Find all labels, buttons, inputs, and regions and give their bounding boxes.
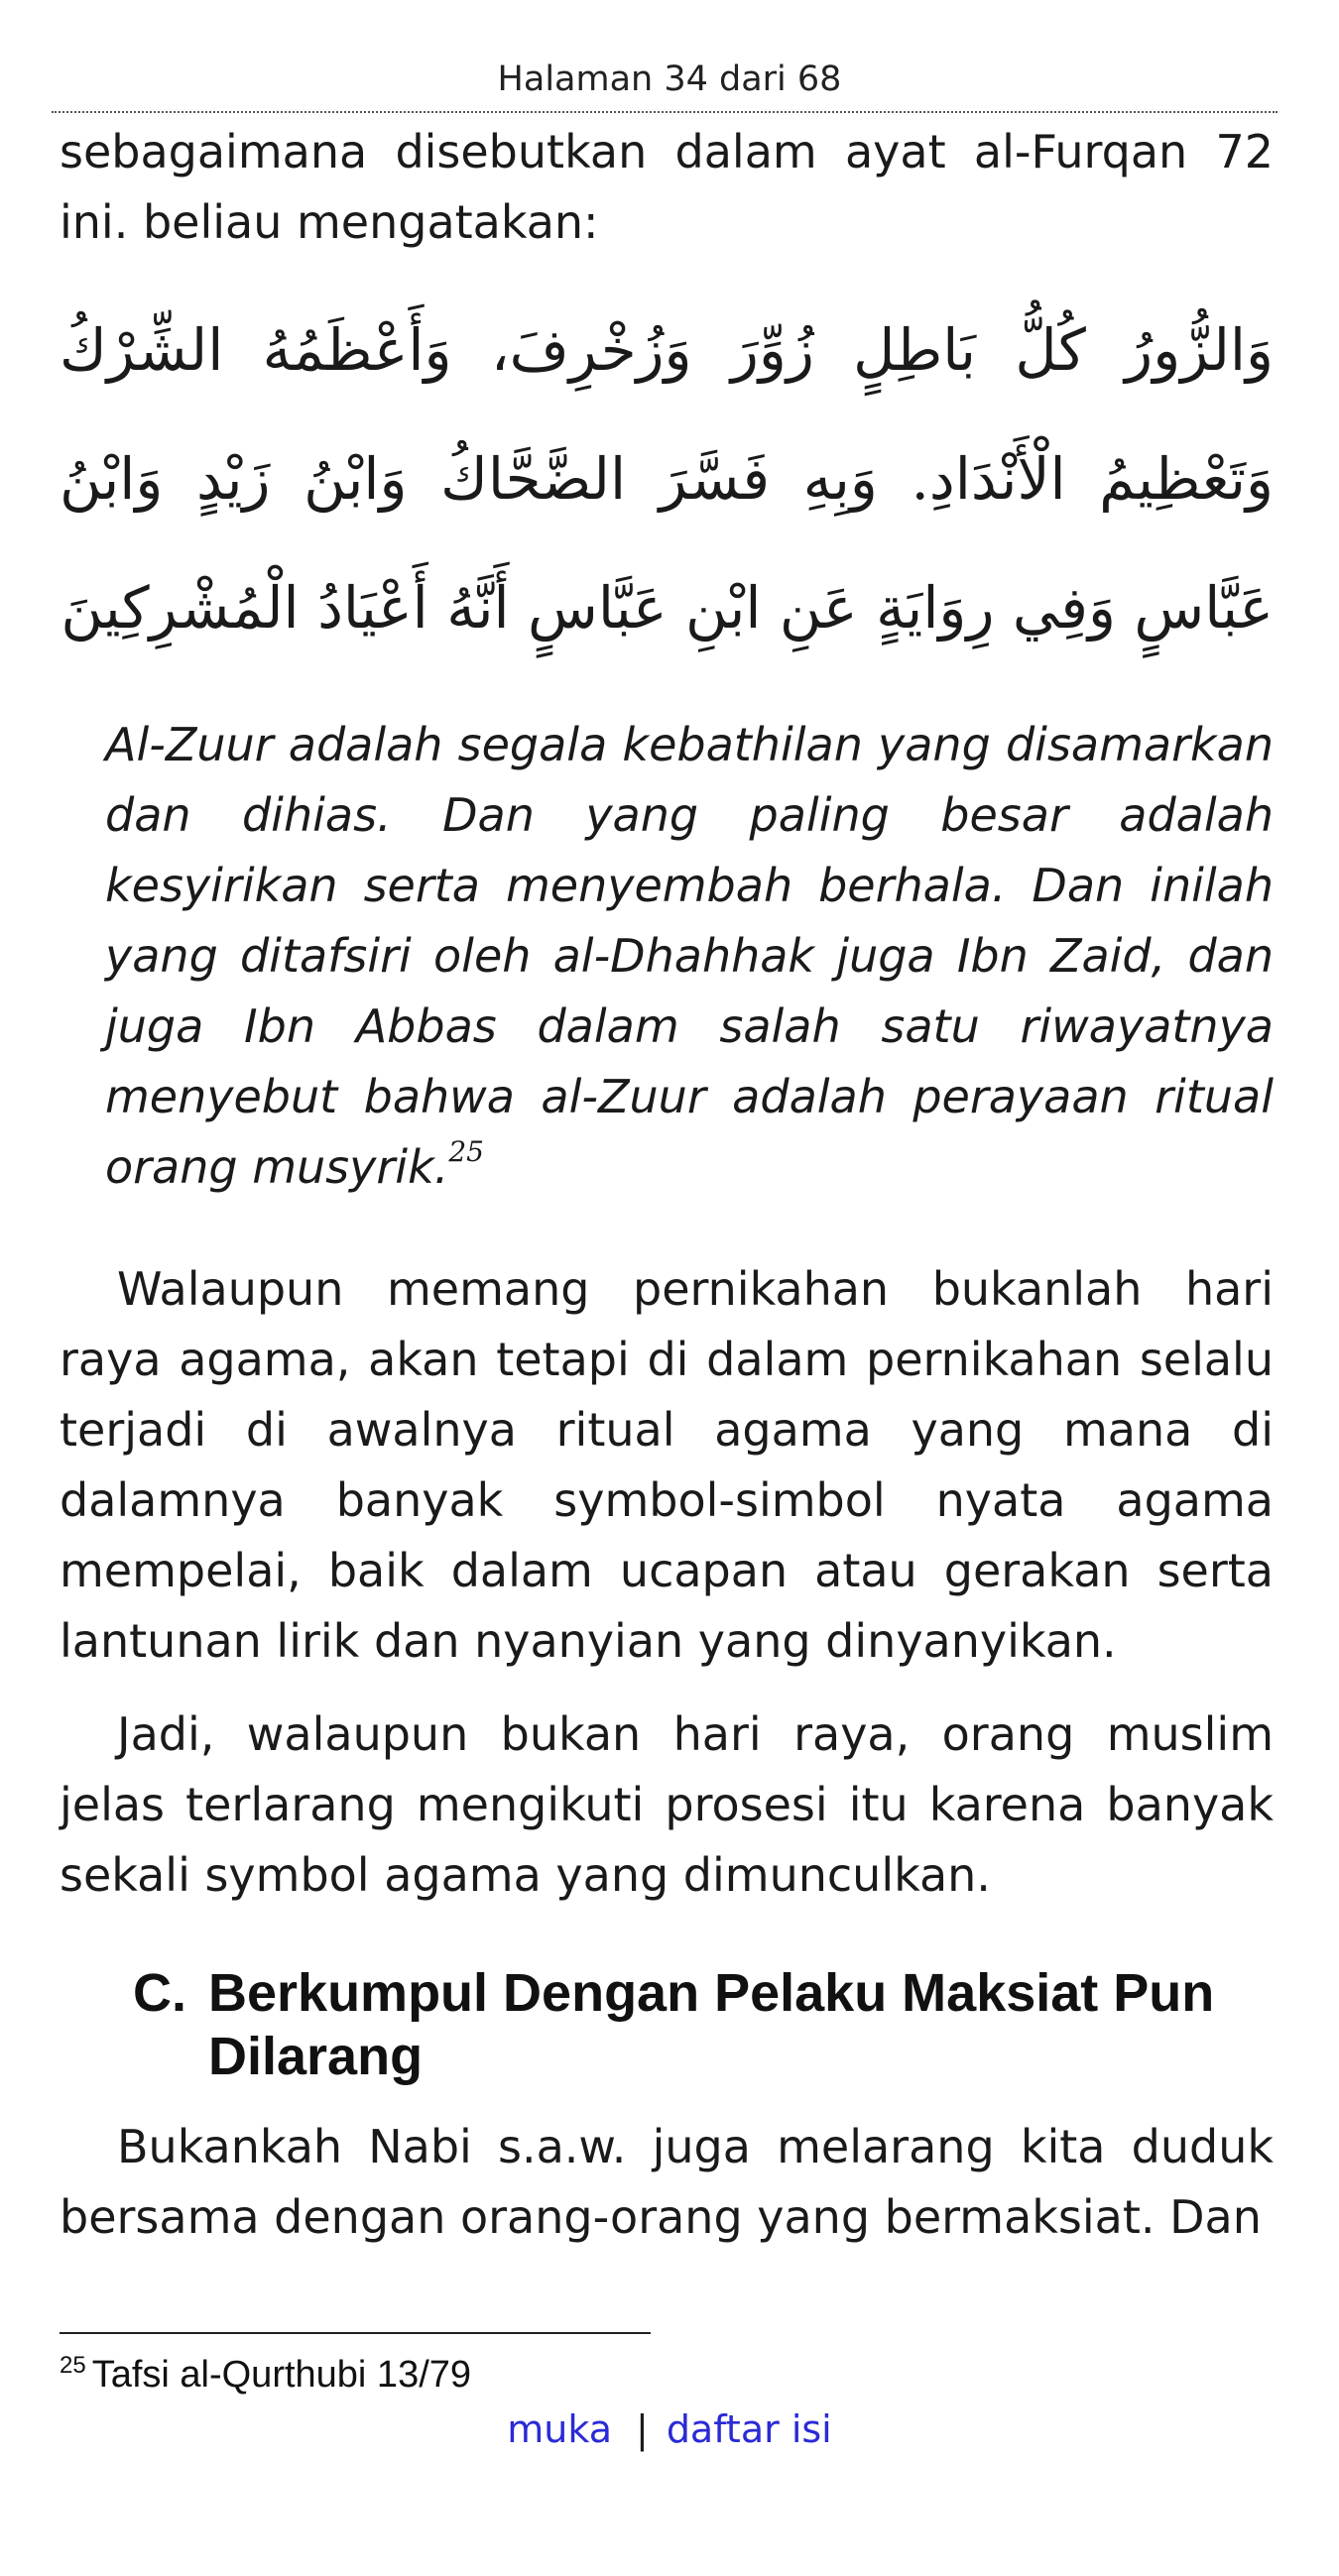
intro-paragraph: sebagaimana disebutkan dalam ayat al-Furqan 72 ini. beliau mengatakan: bbox=[60, 125, 1274, 249]
footnote-divider bbox=[60, 2332, 651, 2334]
body-paragraph-1: Walaupun memang pernikahan bukanlah hari raya agama, akan tetapi di dalam pernikahan selalu terjadi di awalnya ritual agama yang mana di dalamnya banyak symbol-simbol nyata agama mempelai, baik dalam ucapan atau gerakan serta lantunan lirik dan nyanyian yang dinyanyikan. bbox=[60, 1262, 1274, 1668]
footnote-text: Tafsi al-Qurthubi 13/79 bbox=[91, 2354, 472, 2396]
section-heading bbox=[133, 1961, 1224, 2088]
home-link[interactable]: muka bbox=[507, 2407, 612, 2451]
section-title: Berkumpul Dengan Pelaku Maksiat Pun Dilarang bbox=[208, 1963, 1215, 2086]
translation-quote bbox=[105, 710, 1274, 1203]
table-of-contents-link[interactable]: daftar isi bbox=[666, 2407, 832, 2451]
footnote-reference: 25 bbox=[448, 1135, 484, 1168]
section-letter: C. bbox=[133, 1963, 186, 2023]
body-paragraph-2: Jadi, walaupun bukan hari raya, orang muslim jelas terlarang mengikuti prosesi itu karena banyak sekali symbol agama yang dimunculkan. bbox=[60, 1707, 1274, 1902]
footnote-number: 25 bbox=[60, 2352, 86, 2379]
nav-separator: | bbox=[636, 2407, 649, 2451]
footnote bbox=[60, 2352, 471, 2398]
page-footer-nav bbox=[0, 2405, 1339, 2453]
translation-text: Al-Zuur adalah segala kebathilan yang disamarkan dan dihias. Dan yang paling besar adalah kesyirikan serta menyembah berhala. Dan inilah yang ditafsiri oleh al-Dhahhak juga Ibn Zaid, dan juga Ibn Abbas dalam salah satu riwayatnya menyebut bahwa al-Zuur adalah perayaan ritual orang musyrik. bbox=[105, 718, 1274, 1194]
arabic-quote: وَالزُّورُ كُلُّ بَاطِلٍ زُوِّرَ وَزُخْرِفَ، وَأَعْظَمُهُ الشِّرْكُ وَتَعْظِيمُ الْأَنْدَادِ. وَبِهِ فَسَّرَ الضَّحَّاكُ وَابْنُ زَيْدٍ وَابْنُ عَبَّاسٍ وَفِي رِوَايَةٍ عَنِ ابْنِ عَبَّاسٍ أَنَّهُ أَعْيَادُ الْمُشْرِكِينَ bbox=[60, 316, 1274, 642]
body-paragraph-3: Bukankah Nabi s.a.w. juga melarang kita duduk bersama dengan orang-orang yang bermaksiat. Dan bbox=[60, 2120, 1274, 2244]
header-divider bbox=[52, 111, 1278, 113]
page-number-header: Halaman 34 dari 68 bbox=[497, 59, 842, 99]
